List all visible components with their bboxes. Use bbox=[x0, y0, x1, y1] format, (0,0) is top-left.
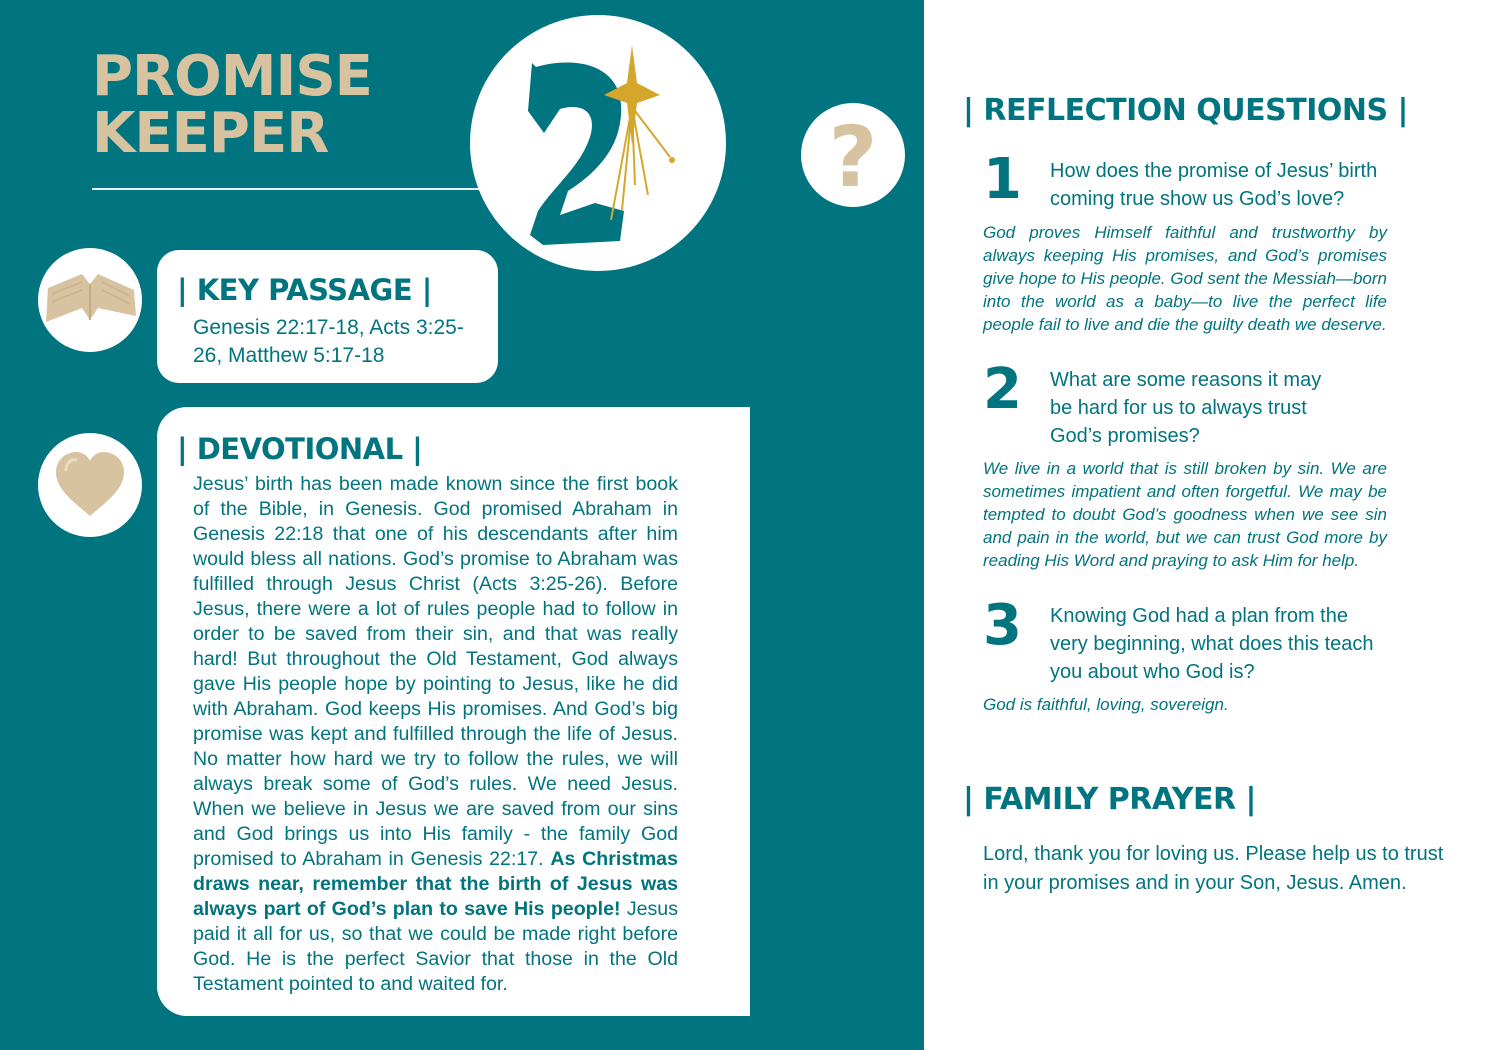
day-number-badge bbox=[470, 15, 726, 271]
page-title bbox=[92, 44, 372, 166]
question-text-2: What are some reasons it may be hard for us to always trust God’s promises? bbox=[1050, 369, 1322, 447]
devotional-text-emphasis: As Christmas draws near, remember that the birth of Jesus was always part of God’s plan to save His people! bbox=[193, 848, 678, 920]
devotional-text-part-1: Jesus’ birth has been made known since the first book of the Bible, in Genesis. God promised Abraham in Genesis 22:18 that one of his descendants after him would bless all nations. God’s promise to Abraham was fulfilled through Jesus Christ (Acts 3:25-26). Before Jesus, there were a lot of rules people had to follow in order to be saved from their sin, and that was really hard! But throughout the Old Testament, God always gave His people hope by pointing to Jesus, like he did with Abraham. God keeps His promises. And God’s big promise was kept and fulfilled through the life of Jesus. No matter how hard we try to follow the rules, we will always break some of God’s rules. We need Jesus. When we believe in Jesus we are saved from our sins and God brings us into His family - the family God promised to Abraham in Genesis 22:17. bbox=[193, 473, 678, 870]
open-book-icon bbox=[42, 270, 138, 330]
day-number-two bbox=[528, 63, 624, 245]
devotional-text bbox=[193, 472, 678, 997]
title-line-1: PROMISE bbox=[92, 44, 372, 109]
question-number-1: 1 bbox=[983, 147, 1022, 212]
question-number-3: 3 bbox=[983, 593, 1022, 658]
day-number-graphic bbox=[470, 15, 726, 271]
key-passage-text: Genesis 22:17-18, Acts 3:25-26, Matthew 5:17-18 bbox=[193, 316, 464, 367]
devotional-heading: | DEVOTIONAL | bbox=[177, 432, 423, 466]
question-badge bbox=[801, 103, 905, 207]
question-text-3: Knowing God had a plan from the very beginning, what does this teach you about who God is? bbox=[1050, 605, 1374, 683]
heart-badge bbox=[38, 433, 142, 537]
devotional-card bbox=[157, 407, 750, 1016]
title-line-2: KEEPER bbox=[92, 101, 329, 166]
question-mark-icon: ? bbox=[828, 108, 878, 206]
title-divider bbox=[92, 188, 492, 190]
key-passage-heading: | KEY PASSAGE | bbox=[177, 273, 432, 307]
key-passage-card bbox=[157, 250, 498, 383]
answer-text-3: God is faithful, loving, sovereign. bbox=[983, 695, 1229, 714]
family-prayer-text: Lord, thank you for loving us. Please help us to trust in your promises and in your Son, Jesus. Amen. bbox=[983, 843, 1444, 894]
book-badge bbox=[38, 248, 142, 352]
heart-icon bbox=[54, 452, 126, 518]
question-number-2: 2 bbox=[983, 357, 1022, 422]
question-text-1: How does the promise of Jesus’ birth coming true show us God’s love? bbox=[1050, 160, 1378, 210]
reflection-heading: | REFLECTION QUESTIONS | bbox=[963, 93, 1409, 128]
family-prayer-heading: | FAMILY PRAYER | bbox=[963, 782, 1256, 817]
answer-text-1: God proves Himself faithful and trustworthy by always keeping His promises, and God’s promises give hope to His people. God sent the Messiah—born into the world as a baby—to live the perfect life people fail to live and die the guilty death we deserve. bbox=[983, 223, 1387, 334]
devotional-text-part-2: Jesus paid it all for us, so that we could be made right before God. He is the perfect Savior that those in the Old Testament pointed to and waited for. bbox=[193, 898, 678, 995]
answer-text-2: We live in a world that is still broken by sin. We are sometimes impatient and often forgetful. We may be tempted to doubt God’s goodness when we see sin and pain in the world, but we can trust God more by reading His Word and praying to ask Him for help. bbox=[983, 459, 1387, 570]
